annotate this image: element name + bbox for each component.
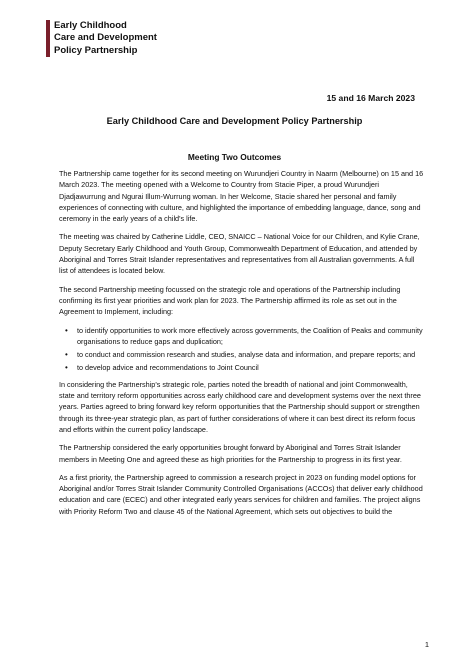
paragraph-reform-opportunities: In considering the Partnership's strategic role, parties noted the breadth of national and joint Commonwealth, state and territory reform opportunities across early childhood care and development systems over the next three years. Parties agreed to bring forward key reform opportunities that the Partnership should support or strengthen through its three-year strategic plan, as part of further considerations of where it can best direct its reform focus and efforts within the current policy landscape. bbox=[59, 379, 421, 434]
logo-line-2: Care and Development bbox=[54, 32, 157, 44]
document-date: 15 and 16 March 2023 bbox=[326, 93, 415, 103]
bullet-text: to conduct and commission research and studies, analyse data and information, and prepare reports; and bbox=[77, 350, 416, 360]
role-bullet-list bbox=[59, 325, 424, 374]
partnership-logo bbox=[46, 20, 157, 57]
bullet-glyph: • bbox=[65, 363, 68, 373]
logo-line-1: Early Childhood bbox=[54, 20, 127, 31]
page-number: 1 bbox=[424, 640, 429, 649]
document-title: Early Childhood Care and Development Policy Partnership bbox=[106, 116, 363, 126]
bullet-item bbox=[65, 362, 424, 373]
bullet-glyph: • bbox=[65, 350, 68, 360]
paragraph-strategic-role: The second Partnership meeting focussed on the strategic role and operations of the Partnership including confirming its first year priorities and work plan for 2023. The Partnership affirmed its role as set out in the Agreement to Implement, including: bbox=[59, 284, 401, 317]
paragraph-first-priority: As a first priority, the Partnership agreed to commission a research project in 2023 on funding model options for Aboriginal and/or Torres Strait Islander Community Controlled Organisations (ACCOs) that deliver early childhood education and care (ECEC) and other integrated early years services for children and families. The project aligns with Priority Reform Two and clause 45 of the National Agreement, which sets out objectives to build the bbox=[59, 472, 423, 516]
document-body bbox=[59, 168, 424, 524]
logo-line-3: Policy Partnership bbox=[54, 44, 138, 56]
bullet-item bbox=[65, 325, 424, 348]
paragraph-early-opportunities: The Partnership considered the early opportunities brought forward by Aboriginal and Torres Strait Islander members in Meeting One and agreed these as high priorities for the Partnership to progress in its first year. bbox=[59, 443, 402, 464]
document-subtitle: Meeting Two Outcomes bbox=[187, 152, 282, 162]
bullet-item bbox=[65, 349, 424, 360]
paragraph-chairs: The meeting was chaired by Catherine Liddle, CEO, SNAICC – National Voice for our Children, and Kylie Crane, Deputy Secretary Early Childhood and Youth Group, Commonwealth Department of Education, and attended by Aboriginal and Torres Strait Islander representatives and representatives from all Australian governments. A full list of attendees is located below. bbox=[59, 232, 420, 276]
bullet-text: to identify opportunities to work more effectively across governments, the Coalition of Peaks and community organisations to reduce gaps and duplication; bbox=[77, 325, 423, 346]
bullet-text: to develop advice and recommendations to Joint Council bbox=[77, 363, 259, 373]
bullet-glyph: • bbox=[65, 325, 68, 335]
paragraph-meeting-intro: The Partnership came together for its second meeting on Wurundjeri Country in Naarm (Melbourne) on 15 and 16 March 2023. The meeting opened with a Welcome to Country from Stacie Piper, a proud Wurundjeri Djadjawurrung and Ngurai Illum-Wurrung woman. In her Welcome, Stacie shared her personal and family experiences of connecting with culture, and highlighted the importance of embedding language, dance, song and ceremony in the early years of a child's life. bbox=[59, 169, 424, 224]
